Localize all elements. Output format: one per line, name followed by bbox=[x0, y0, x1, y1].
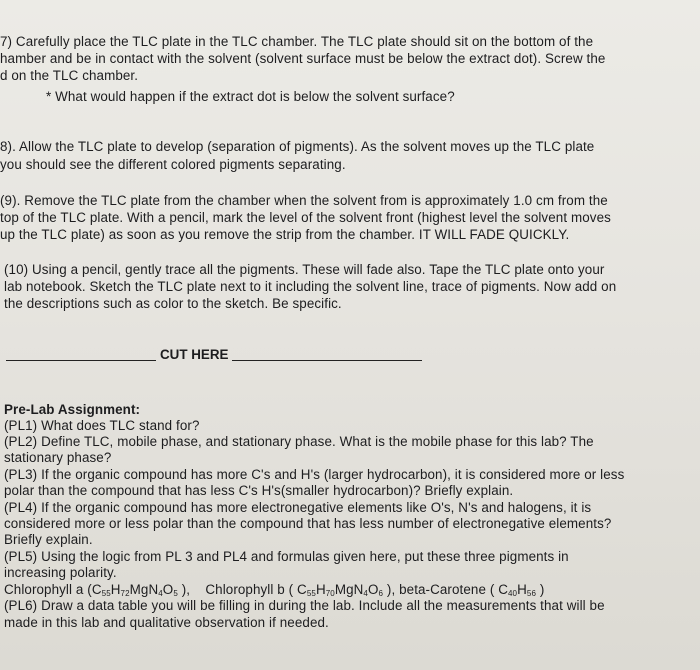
chlorophyll-b-label: Chlorophyll b bbox=[205, 582, 285, 597]
prelab-pl6-line2: made in this lab and qualitative observation if needed. bbox=[4, 615, 329, 630]
step8-line2: you should see the different colored pigments separating. bbox=[0, 157, 346, 172]
prelab-pl5-line1: (PL5) Using the logic from PL 3 and PL4 and formulas given here, put these three pigments in bbox=[4, 549, 569, 564]
beta-carotene-formula: ( $C_{40}H_{56}$ ) bbox=[489, 582, 545, 598]
step7-line3: d on the TLC chamber. bbox=[0, 68, 139, 83]
step9-line1: (9). Remove the TLC plate from the chamber when the solvent from is approximately 1.0 cm from the bbox=[0, 193, 608, 208]
prelab-pl3-line2: polar than the compound that has less C's H's(smaller hydrocarbon)? Briefly explain. bbox=[4, 483, 514, 498]
prelab-pl4-line2: considered more or less polar than the compound that has less number of electronegative elements? bbox=[4, 516, 612, 531]
prelab-pl2-line1: (PL2) Define TLC, mobile phase, and stationary phase. What is the mobile phase for this lab? The bbox=[4, 434, 594, 449]
cut-here-label: CUT HERE bbox=[160, 347, 229, 362]
step10-line3: the descriptions such as color to the sketch. Be specific. bbox=[4, 296, 342, 311]
prelab-pl1: (PL1) What does TLC stand for? bbox=[4, 418, 200, 433]
cut-line-right bbox=[232, 360, 422, 361]
step8-line1: 8). Allow the TLC plate to develop (separation of pigments). As the solvent moves up the TLC plate bbox=[0, 139, 595, 154]
prelab-pl6-line1: (PL6) Draw a data table you will be filling in during the lab. Include all the measurements that will be bbox=[4, 598, 605, 613]
prelab-pl2-line2: stationary phase? bbox=[4, 450, 112, 465]
chlorophyll-a-label: Chlorophyll a bbox=[4, 582, 84, 597]
prelab-pl3-line1: (PL3) If the organic compound has more C's and H's (larger hydrocarbon), it is considered more or less bbox=[4, 467, 625, 482]
beta-carotene-label: beta-Carotene bbox=[399, 582, 487, 597]
step9-line3: up the TLC plate) as soon as you remove the strip from the chamber. IT WILL FADE QUICKLY. bbox=[0, 227, 570, 242]
step10-line2: lab notebook. Sketch the TLC plate next to it including the solvent line, trace of pigments. Now add on bbox=[4, 279, 617, 294]
cut-line-left bbox=[6, 360, 156, 361]
step9-line2: top of the TLC plate. With a pencil, mark the level of the solvent front (highest level the solvent moves bbox=[0, 210, 611, 225]
step10-line1: (10) Using a pencil, gently trace all the pigments. These will fade also. Tape the TLC plate onto your bbox=[4, 262, 605, 277]
step7-line2: hamber and be in contact with the solvent (solvent surface must be below the extract dot). Screw the bbox=[0, 51, 606, 66]
chlorophyll-b-formula: ( $C_{55}H_{70}MgN_4O_6$ ), bbox=[288, 582, 396, 598]
cut-here-divider bbox=[6, 347, 422, 362]
step7-question: * What would happen if the extract dot is below the solvent surface? bbox=[46, 89, 455, 104]
chlorophyll-a-formula: ($C_{55}H_{72}MgN_4O_5$ ), bbox=[87, 582, 191, 598]
prelab-heading: Pre-Lab Assignment: bbox=[4, 402, 141, 417]
prelab-pl4-line1: (PL4) If the organic compound has more electronegative elements like O's, N's and halogens, it is bbox=[4, 500, 592, 515]
prelab-pl4-line3: Briefly explain. bbox=[4, 532, 93, 547]
step7-line1: 7) Carefully place the TLC plate in the TLC chamber. The TLC plate should sit on the bottom of the bbox=[0, 34, 594, 49]
prelab-pl5-line2: increasing polarity. bbox=[4, 565, 117, 580]
